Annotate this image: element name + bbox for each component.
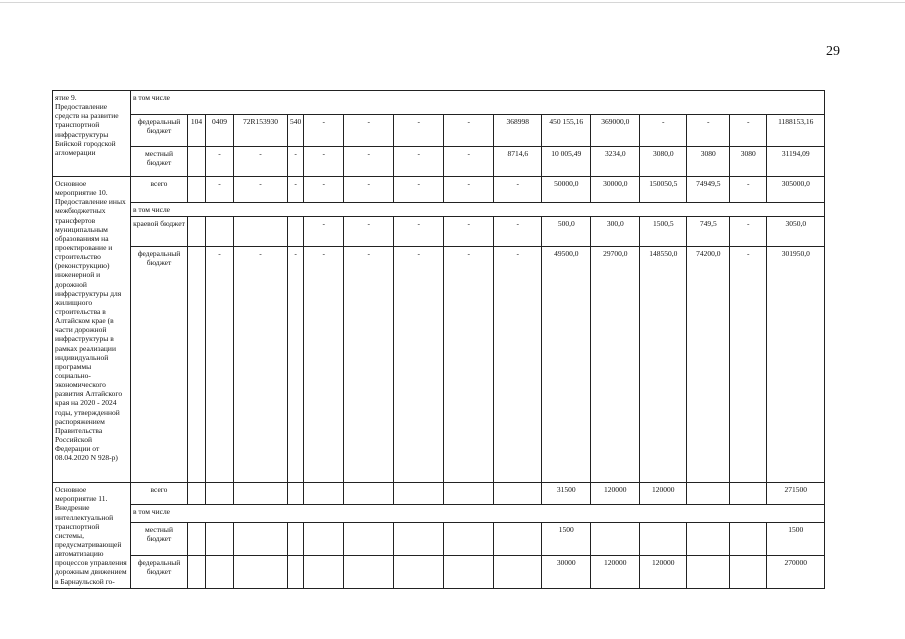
value-cell: 540 — [288, 115, 304, 147]
value-cell: - — [206, 247, 234, 483]
value-cell: 749,5 — [687, 217, 730, 247]
value-cell: 30000,0 — [591, 177, 640, 203]
value-cell: - — [288, 247, 304, 483]
value-cell: - — [730, 247, 767, 483]
table-row — [53, 115, 825, 147]
table-row — [53, 91, 825, 115]
value-cell — [494, 555, 542, 588]
value-cell — [687, 522, 730, 555]
value-cell: - — [394, 147, 444, 177]
value-cell: 49500,0 — [542, 247, 591, 483]
funding-source: местный бюджет — [131, 147, 188, 177]
page-number: 29 — [826, 44, 840, 59]
value-cell — [444, 555, 494, 588]
value-cell — [188, 555, 206, 588]
funding-source: краевой бюджет — [131, 217, 188, 247]
table-row — [53, 203, 825, 217]
value-cell: - — [394, 115, 444, 147]
value-cell: 368998 — [494, 115, 542, 147]
value-cell — [304, 555, 344, 588]
funding-source: всего — [131, 483, 188, 505]
value-cell: 30000 — [542, 555, 591, 588]
value-cell — [304, 522, 344, 555]
value-cell: - — [344, 217, 394, 247]
value-cell: 3080 — [687, 147, 730, 177]
table-row — [53, 483, 825, 505]
value-cell: - — [304, 247, 344, 483]
value-cell: 74949,5 — [687, 177, 730, 203]
value-cell: 148550,0 — [640, 247, 687, 483]
value-cell: - — [234, 247, 288, 483]
value-cell — [591, 522, 640, 555]
activity-description: Основное мероприятие 11. Внедрение интеллектуальной транспортной системы, предусматривающей автоматизацию процессов управления дорожным движением в Барнаульской го- — [53, 483, 131, 589]
table-row — [53, 247, 825, 483]
value-cell — [344, 555, 394, 588]
value-cell: 3050,0 — [767, 217, 825, 247]
value-cell: 369000,0 — [591, 115, 640, 147]
value-cell — [344, 522, 394, 555]
value-cell: 8714,6 — [494, 147, 542, 177]
value-cell — [344, 483, 394, 505]
value-cell: 3234,0 — [591, 147, 640, 177]
value-cell — [288, 483, 304, 505]
value-cell: - — [444, 177, 494, 203]
funding-source: в том числе — [131, 505, 825, 523]
value-cell — [206, 522, 234, 555]
value-cell: 74200,0 — [687, 247, 730, 483]
value-cell: 104 — [188, 115, 206, 147]
value-cell: - — [344, 247, 394, 483]
table-row — [53, 217, 825, 247]
value-cell: - — [304, 217, 344, 247]
funding-source: всего — [131, 177, 188, 203]
value-cell — [444, 522, 494, 555]
value-cell: - — [206, 147, 234, 177]
value-cell — [234, 522, 288, 555]
value-cell: - — [234, 147, 288, 177]
value-cell: - — [730, 177, 767, 203]
table-row — [53, 522, 825, 555]
value-cell: 31500 — [542, 483, 591, 505]
value-cell: - — [494, 177, 542, 203]
value-cell: 1500,5 — [640, 217, 687, 247]
value-cell — [730, 483, 767, 505]
value-cell: - — [288, 177, 304, 203]
value-cell — [304, 483, 344, 505]
funding-source: федеральный бюджет — [131, 555, 188, 588]
value-cell: - — [304, 115, 344, 147]
budget-table — [52, 90, 825, 589]
value-cell: - — [344, 147, 394, 177]
value-cell: 271500 — [767, 483, 825, 505]
value-cell: 450 155,16 — [542, 115, 591, 147]
value-cell: 270000 — [767, 555, 825, 588]
value-cell: 120000 — [640, 483, 687, 505]
value-cell: 29700,0 — [591, 247, 640, 483]
value-cell — [188, 247, 206, 483]
table-row — [53, 147, 825, 177]
funding-source: в том числе — [131, 91, 825, 115]
value-cell — [288, 555, 304, 588]
value-cell: - — [304, 147, 344, 177]
value-cell — [206, 555, 234, 588]
funding-source: местный бюджет — [131, 522, 188, 555]
value-cell: - — [494, 217, 542, 247]
value-cell: 1500 — [767, 522, 825, 555]
funding-source: в том числе — [131, 203, 825, 217]
value-cell: - — [444, 115, 494, 147]
value-cell: - — [288, 147, 304, 177]
value-cell: - — [234, 177, 288, 203]
value-cell: 120000 — [591, 555, 640, 588]
value-cell — [494, 522, 542, 555]
value-cell — [394, 555, 444, 588]
value-cell: 301950,0 — [767, 247, 825, 483]
value-cell: - — [444, 217, 494, 247]
value-cell — [188, 217, 206, 247]
value-cell: - — [206, 177, 234, 203]
value-cell: - — [394, 247, 444, 483]
value-cell: 10 005,49 — [542, 147, 591, 177]
activity-description: Основное мероприятие 10. Предоставление иных межбюджетных трансфертов муниципальным образованиям на проектирование и строительство (реконструкцию) инженерной и дорожной инфраструктуры для жилищного строительства в Алтайском крае (в части дорожной инфраструктуры в рамках реализации индивидуальной программы социально-экономического развития Алтайского края на 2020 - 2024 годы, утвержденной распоряжением Правительства Российской Федерации от 08.04.2020 N 928-р) — [53, 177, 131, 483]
value-cell — [640, 522, 687, 555]
value-cell — [444, 483, 494, 505]
value-cell — [206, 217, 234, 247]
value-cell: - — [640, 115, 687, 147]
value-cell: - — [444, 247, 494, 483]
table-row — [53, 177, 825, 203]
value-cell: 72R153930 — [234, 115, 288, 147]
value-cell — [188, 177, 206, 203]
value-cell: - — [344, 177, 394, 203]
value-cell: - — [304, 177, 344, 203]
value-cell — [234, 555, 288, 588]
value-cell — [687, 555, 730, 588]
value-cell: - — [444, 147, 494, 177]
value-cell: 300,0 — [591, 217, 640, 247]
value-cell — [288, 522, 304, 555]
value-cell: 50000,0 — [542, 177, 591, 203]
value-cell: - — [394, 177, 444, 203]
value-cell: 1500 — [542, 522, 591, 555]
table-row — [53, 555, 825, 588]
value-cell — [687, 483, 730, 505]
value-cell: 120000 — [591, 483, 640, 505]
value-cell — [730, 555, 767, 588]
value-cell — [188, 522, 206, 555]
value-cell: 150050,5 — [640, 177, 687, 203]
value-cell: - — [687, 115, 730, 147]
value-cell: - — [730, 217, 767, 247]
value-cell: 0409 — [206, 115, 234, 147]
scan-edge-line — [0, 2, 905, 3]
value-cell: 305000,0 — [767, 177, 825, 203]
funding-source: федеральный бюджет — [131, 115, 188, 147]
value-cell — [206, 483, 234, 505]
value-cell: 500,0 — [542, 217, 591, 247]
value-cell — [394, 483, 444, 505]
value-cell: 3080 — [730, 147, 767, 177]
value-cell — [234, 483, 288, 505]
value-cell — [188, 147, 206, 177]
value-cell: 31194,09 — [767, 147, 825, 177]
value-cell — [188, 483, 206, 505]
value-cell: - — [730, 115, 767, 147]
value-cell: 1188153,16 — [767, 115, 825, 147]
value-cell: - — [344, 115, 394, 147]
table-row — [53, 505, 825, 523]
value-cell — [494, 483, 542, 505]
value-cell: - — [494, 247, 542, 483]
value-cell — [288, 217, 304, 247]
funding-source: федеральный бюджет — [131, 247, 188, 483]
value-cell: 120000 — [640, 555, 687, 588]
activity-description: ятие 9. Предоставление средств на развитие транспортной инфраструктуры Бийской городской агломерации — [53, 91, 131, 177]
value-cell — [394, 522, 444, 555]
value-cell — [730, 522, 767, 555]
value-cell: - — [394, 217, 444, 247]
value-cell — [234, 217, 288, 247]
value-cell: 3080,0 — [640, 147, 687, 177]
